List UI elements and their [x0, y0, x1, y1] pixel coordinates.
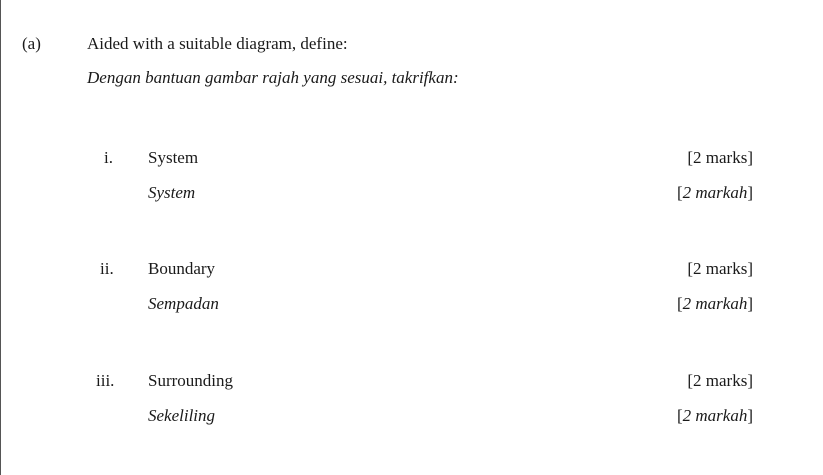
marks-bracket-close: ] — [747, 294, 753, 313]
marks-bracket-close: ] — [747, 406, 753, 425]
left-margin-rule — [0, 0, 1, 475]
marks-malay-text: 2 markah — [682, 183, 748, 202]
item-marks-malay — [677, 294, 753, 314]
marks-malay-text: 2 markah — [682, 294, 748, 313]
item-numeral: ii. — [100, 259, 114, 278]
instruction-malay: Dengan bantuan gambar rajah yang sesuai, takrifkan: — [87, 68, 459, 87]
item-marks-english: [2 marks] — [687, 148, 753, 167]
item-term-malay: System — [148, 183, 196, 202]
item-numeral: i. — [104, 148, 113, 167]
marks-bracket-open: [ — [676, 183, 683, 202]
item-marks-english: [2 marks] — [687, 371, 753, 390]
marks-malay-text: 2 markah — [682, 406, 748, 425]
item-marks-malay — [677, 406, 753, 426]
item-term-malay: Sekeliling — [148, 406, 216, 425]
item-marks-english: [2 marks] — [687, 259, 753, 278]
question-label: (a) — [22, 34, 41, 53]
item-term-malay: Sempadan — [148, 294, 219, 313]
item-numeral: iii. — [96, 371, 115, 390]
item-term-english: Surrounding — [148, 371, 233, 390]
marks-bracket-open: [ — [676, 294, 683, 313]
instruction-english: Aided with a suitable diagram, define: — [87, 34, 348, 53]
marks-bracket-close: ] — [747, 183, 753, 202]
item-term-english: Boundary — [148, 259, 216, 278]
item-term-english: System — [148, 148, 199, 167]
item-marks-malay — [677, 183, 753, 203]
marks-bracket-open: [ — [676, 406, 683, 425]
